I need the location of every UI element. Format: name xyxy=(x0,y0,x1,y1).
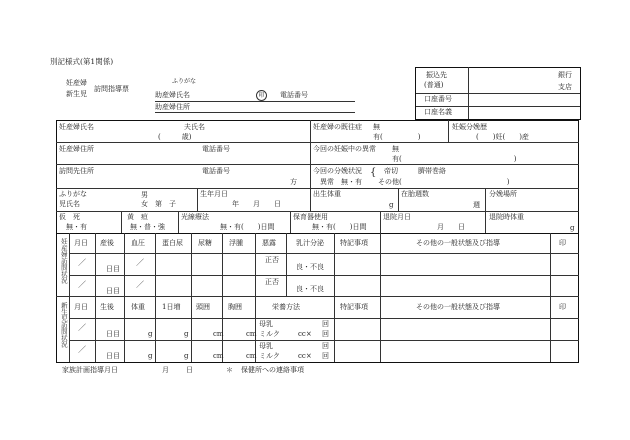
mv-lochia-value: 正否 xyxy=(265,278,279,286)
nv-header-weight: 体重 xyxy=(131,303,145,311)
furigana-label: ふりがな xyxy=(172,78,197,85)
health-center-label: 保健所への連絡事項 xyxy=(241,366,304,374)
child-name-label: 児氏名 xyxy=(59,200,80,208)
birth-weight-unit: g xyxy=(389,201,394,209)
nv-formula-label: ミルク xyxy=(259,352,280,360)
nv-weight-unit: g xyxy=(148,330,153,338)
nv-head-unit: cm xyxy=(213,352,224,360)
jaundice-label: 黄 疸 xyxy=(127,213,148,221)
nv-formula-times: 回 xyxy=(322,330,329,338)
family-planning-day: 日 xyxy=(186,366,193,374)
midwife-phone-label: 電話番号 xyxy=(280,91,308,99)
nv-header-daily-gain: 1日増 xyxy=(162,303,181,311)
delivery-history-label: 妊娠分娩歴 xyxy=(452,123,487,131)
mv-header-edema: 浮腫 xyxy=(229,239,243,247)
delivery-history-value: ( )妊( )産 xyxy=(476,133,529,141)
bank-transfer-label: 振込先 xyxy=(426,71,447,79)
mother-phone-label: 電話番号 xyxy=(202,145,230,153)
account-number-label: 口座番号 xyxy=(424,95,452,103)
mv-bp-slash: ／ xyxy=(136,280,144,289)
form-title: 別記様式(第1関係) xyxy=(50,57,114,66)
nv-header-general: その他の一般状態及び指導 xyxy=(416,303,500,311)
discharge-weight-label: 退院時体重 xyxy=(489,213,524,221)
birth-status-label: 今回の分娩状況 xyxy=(313,167,362,175)
mv-slash: ／ xyxy=(78,280,86,289)
incubator-label: 保育器使用 xyxy=(293,213,328,221)
nv-slash: ／ xyxy=(78,345,86,354)
nv-formula-label: ミルク xyxy=(259,330,280,338)
jaundice-value: 無・普・強 xyxy=(130,223,165,231)
mv-header-general: その他の一般状態及び指導 xyxy=(416,239,500,247)
bank-name-label: 銀行 xyxy=(558,71,572,79)
history-none: 無 xyxy=(373,123,380,131)
mv-day-suffix: 日目 xyxy=(106,287,120,295)
nv-chest-unit: cm xyxy=(246,352,257,360)
phototherapy-value: 無・有( )日間 xyxy=(220,223,275,231)
mv-bp-slash: ／ xyxy=(136,258,144,267)
mother-name-label: 妊産婦氏名 xyxy=(59,123,94,131)
bank-branch-label: 支店 xyxy=(558,83,572,91)
birth-date-value: 年 月 日 xyxy=(232,200,281,208)
birth-place-label: 分娩場所 xyxy=(489,190,517,198)
slip-label-mother: 妊産婦 xyxy=(66,79,87,87)
abnormal-yes: 有( ) xyxy=(392,155,517,163)
birth-weight-label: 出生体重 xyxy=(313,190,341,198)
mv-header-bp: 血圧 xyxy=(131,239,145,247)
age-field: ( 歳) xyxy=(158,133,192,141)
asphyxia-value: 無・有 xyxy=(66,223,87,231)
nv-header-date: 月日 xyxy=(74,303,88,311)
mv-milk-value: 良・不良 xyxy=(296,263,324,271)
visit-phone-label: 電話番号 xyxy=(202,167,230,175)
mv-day-suffix: 日目 xyxy=(106,265,120,273)
nv-day-suffix: 日目 xyxy=(106,352,120,360)
visit-address-label: 訪問先住所 xyxy=(59,167,94,175)
gestation-label: 在胎週数 xyxy=(401,190,429,198)
incubator-value: 無・有( )日間 xyxy=(312,223,367,231)
bank-ordinary-label: (普通) xyxy=(424,81,444,89)
nv-breast-times: 回 xyxy=(322,342,329,350)
mv-header-lactation: 乳汁分泌 xyxy=(296,239,324,247)
nv-header-head: 頭囲 xyxy=(196,303,210,311)
nv-formula-times: 回 xyxy=(322,352,329,360)
nv-breast-label: 母乳 xyxy=(259,320,273,328)
mv-slash: ／ xyxy=(78,258,86,267)
sex-male: 男 xyxy=(141,191,148,199)
nv-weight-unit: g xyxy=(148,352,153,360)
cervical-option: 臍帯巻絡 xyxy=(418,167,446,175)
nv-breast-times: 回 xyxy=(322,320,329,328)
nv-head-unit: cm xyxy=(213,330,224,338)
child-furigana-label: ふりがな xyxy=(59,190,87,198)
nv-gain-unit: g xyxy=(184,352,189,360)
mv-header-postpartum: 産後 xyxy=(100,239,114,247)
sex-female: 女 第 子 xyxy=(141,200,176,208)
nv-header-seal: 印 xyxy=(559,303,566,311)
slip-label-newborn: 新生児 xyxy=(66,90,87,98)
nv-slash: ／ xyxy=(78,323,86,332)
mv-milk-value: 良・不良 xyxy=(296,285,324,293)
phototherapy-label: 光線療法 xyxy=(181,213,209,221)
mv-header-notes: 特記事項 xyxy=(340,239,368,247)
discharge-weight-unit: g xyxy=(570,224,575,232)
discharge-date-label: 退院月日 xyxy=(383,213,411,221)
birth-other: その他( ) xyxy=(378,178,510,186)
star-mark: ＊ xyxy=(226,366,233,374)
midwife-address-label: 助産婦住所 xyxy=(155,103,190,111)
mv-header-sugar: 尿糖 xyxy=(198,239,212,247)
family-planning-label: 家族計画指導月日 xyxy=(62,366,118,374)
mv-header-lochia: 悪露 xyxy=(262,239,276,247)
history-yes: 有( ) xyxy=(373,133,421,141)
mother-address-label: 妊産婦住所 xyxy=(59,145,94,153)
abnormal-none: 無 xyxy=(392,145,399,153)
gestation-unit: 週 xyxy=(473,201,480,209)
mother-visit-side-label: 妊産婦訪問状況 xyxy=(59,238,68,284)
history-label: 妊産婦の既往症 xyxy=(313,123,362,131)
brace-mark: { xyxy=(370,167,377,178)
nv-formula-cc: cc× xyxy=(298,330,312,338)
mv-header-protein: 蛋白尿 xyxy=(162,239,183,247)
nv-formula-cc: cc× xyxy=(298,352,312,360)
nv-gain-unit: g xyxy=(184,330,189,338)
discharge-date-value: 月 日 xyxy=(437,223,465,231)
nv-header-chest: 胸囲 xyxy=(228,303,242,311)
birth-date-label: 生年月日 xyxy=(200,190,228,198)
asphyxia-label: 仮 死 xyxy=(59,213,80,221)
nv-day-suffix: 日目 xyxy=(106,330,120,338)
seal-mark: 印 xyxy=(256,90,267,101)
family-planning-month: 月 xyxy=(162,366,169,374)
mv-header-date: 月日 xyxy=(74,239,88,247)
abnormal-label: 今回の妊娠中の異常 xyxy=(313,145,376,153)
birth-abnormal: 異常 無・有 xyxy=(320,178,362,186)
midwife-name-label: 助産婦氏名 xyxy=(155,91,190,99)
nv-header-notes: 特記事項 xyxy=(340,303,368,311)
cesarean-option: 帝切 xyxy=(384,167,398,175)
mv-lochia-value: 正否 xyxy=(265,256,279,264)
account-name-label: 口座名義 xyxy=(424,108,452,116)
mv-header-seal: 印 xyxy=(559,239,566,247)
slip-label-form: 訪問指導票 xyxy=(94,85,129,93)
husband-name-label: 夫氏名 xyxy=(184,123,205,131)
newborn-visit-side-label: 新生児訪問状況 xyxy=(59,302,68,348)
nv-header-feeding: 栄養方法 xyxy=(272,303,300,311)
nv-header-age: 生後 xyxy=(100,303,114,311)
direction-label: 方 xyxy=(290,178,297,186)
nv-chest-unit: cm xyxy=(246,330,257,338)
nv-breast-label: 母乳 xyxy=(259,342,273,350)
